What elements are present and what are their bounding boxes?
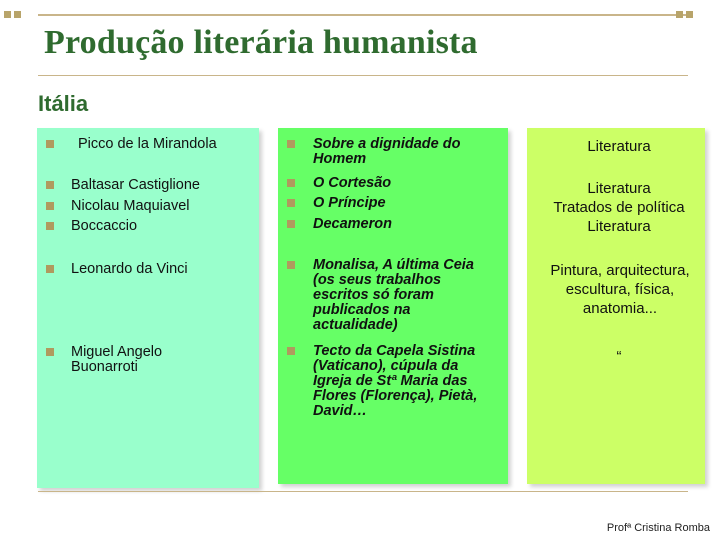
work-title: O Príncipe — [313, 195, 386, 211]
list-item-work — [313, 137, 493, 167]
slide-subtitle: Itália — [38, 91, 89, 116]
area-label: Literatura — [587, 180, 651, 197]
bullet-icon — [287, 179, 295, 187]
work-title: Sobre a dignidade do Homem — [313, 136, 461, 167]
bullet-icon — [46, 140, 54, 148]
list-item-work — [313, 258, 499, 333]
corner-square-right — [676, 11, 683, 18]
work-title: O Cortesão — [313, 175, 392, 191]
list-item-work — [313, 217, 493, 232]
corner-square-right-2 — [686, 11, 693, 18]
title-rule — [38, 75, 688, 76]
list-item-work — [313, 344, 491, 419]
top-border-line — [38, 14, 688, 16]
work-title: Monalisa, A última Ceia (os seus trabalhos escritos só foram publicados na actualidade) — [313, 257, 474, 333]
list-item-author — [71, 219, 137, 234]
list-item-author — [78, 137, 217, 152]
authors-column — [37, 128, 259, 488]
author-name: Boccaccio — [71, 218, 138, 234]
author-name: Miguel Angelo Buonarroti — [71, 344, 163, 375]
author-name: Leonardo da Vinci — [71, 261, 188, 277]
corner-square-left — [4, 11, 11, 18]
author-name: Baltasar Castiglione — [71, 177, 200, 193]
bullet-icon — [46, 202, 54, 210]
list-item-author — [71, 262, 188, 277]
work-title: Tecto da Capela Sistina (Vaticano), cúpula da Igreja de Stª Maria das Flores (Florença), Pietà, David… — [313, 343, 478, 419]
corner-square-left-2 — [14, 11, 21, 18]
work-title: Decameron — [313, 216, 392, 232]
bullet-icon — [287, 199, 295, 207]
works-column — [278, 128, 508, 484]
author-name: Picco de la Mirandola — [78, 136, 217, 152]
bottom-rule — [38, 491, 688, 492]
list-item-author — [71, 199, 189, 214]
bullet-icon — [46, 181, 54, 189]
bullet-icon — [46, 348, 54, 356]
area-label: “ — [616, 348, 622, 365]
area-label: Literatura — [587, 138, 651, 155]
bullet-icon — [287, 347, 295, 355]
list-item-author — [71, 178, 200, 193]
area-label: Literatura — [587, 218, 651, 235]
bullet-icon — [287, 220, 295, 228]
area-label: Tratados de política — [553, 199, 685, 216]
slide-title: Produção literária humanista — [44, 24, 478, 61]
list-item-work — [313, 176, 493, 191]
bullet-icon — [287, 261, 295, 269]
bullet-icon — [46, 265, 54, 273]
bullet-icon — [287, 140, 295, 148]
area-label: Pintura, arquitectura, escultura, física, anatomia... — [550, 262, 690, 317]
author-name: Nicolau Maquiavel — [71, 198, 190, 214]
author-credit: Profª Cristina Romba — [606, 522, 710, 534]
list-item-work — [313, 196, 493, 211]
list-item-author — [71, 345, 211, 375]
bullet-icon — [46, 222, 54, 230]
areas-column — [527, 128, 705, 484]
